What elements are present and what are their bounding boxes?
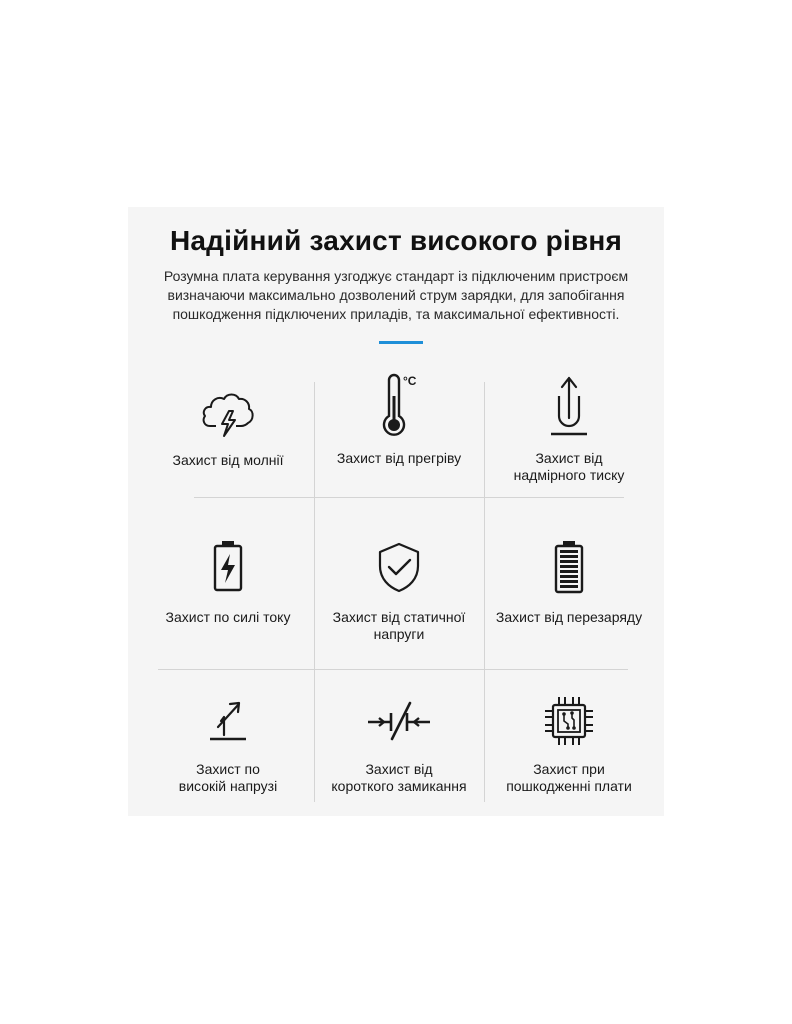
grid-divider — [194, 497, 624, 498]
feature-short-circuit — [314, 691, 484, 795]
cloud-lightning-icon — [198, 382, 258, 442]
feature-label — [143, 761, 313, 795]
feature-label-line: Захист від прегріву — [336, 450, 462, 466]
feature-label-line: надмірного тиску — [513, 467, 625, 483]
feature-pressure — [484, 372, 654, 484]
battery-full-icon — [539, 539, 599, 599]
feature-label-line: Захист від — [365, 761, 433, 777]
feature-label — [484, 609, 654, 626]
shield-check-icon — [369, 539, 429, 599]
feature-overheat — [314, 372, 484, 467]
features-grid — [128, 207, 664, 816]
feature-high-voltage — [143, 691, 313, 795]
circuit-chip-icon — [539, 691, 599, 751]
feature-static — [314, 539, 484, 643]
thermometer-icon — [369, 372, 429, 442]
feature-label-line: Захист по силі току — [165, 609, 291, 625]
feature-label-line: Захист від статичної — [332, 609, 466, 625]
feature-label — [484, 450, 654, 484]
feature-label-line: високій напрузі — [178, 778, 278, 794]
high-voltage-arrow-icon — [198, 691, 258, 751]
feature-label — [314, 609, 484, 643]
protection-panel — [128, 207, 664, 816]
feature-label-line: Захист від перезаряду — [495, 609, 643, 625]
feature-board-damage — [484, 691, 654, 795]
description-line: визначаючи максимально дозволений струм зарядки, для запобігання — [167, 287, 625, 303]
feature-label-line: Захист від — [535, 450, 603, 466]
feature-label-line: короткого замикання — [331, 778, 467, 794]
short-circuit-icon — [364, 691, 434, 751]
feature-label-line: пошкодженні плати — [506, 778, 632, 794]
feature-label-line: Захист при — [533, 761, 605, 777]
pressure-arrow-icon — [539, 372, 599, 442]
feature-overcharge — [484, 539, 654, 626]
feature-label — [143, 452, 313, 469]
feature-label-line: Захист по — [196, 761, 260, 777]
feature-label — [314, 450, 484, 467]
feature-lightning — [143, 382, 313, 469]
battery-charging-icon — [198, 539, 258, 599]
feature-label-line: напруги — [373, 626, 425, 642]
grid-divider — [158, 669, 628, 670]
description-line: Розумна плата керування узгоджує стандарт із підключеним пристроєм — [163, 268, 629, 284]
description-line: пошкодження підключених приладів, та максимальної ефективності. — [172, 306, 620, 322]
feature-label-line: Захист від молнії — [172, 452, 284, 468]
feature-label — [143, 609, 313, 626]
celsius-label: °C — [403, 374, 417, 388]
page-title: Надійний захист високого рівня — [169, 225, 623, 256]
feature-label — [314, 761, 484, 795]
feature-current — [143, 539, 313, 626]
feature-label — [484, 761, 654, 795]
